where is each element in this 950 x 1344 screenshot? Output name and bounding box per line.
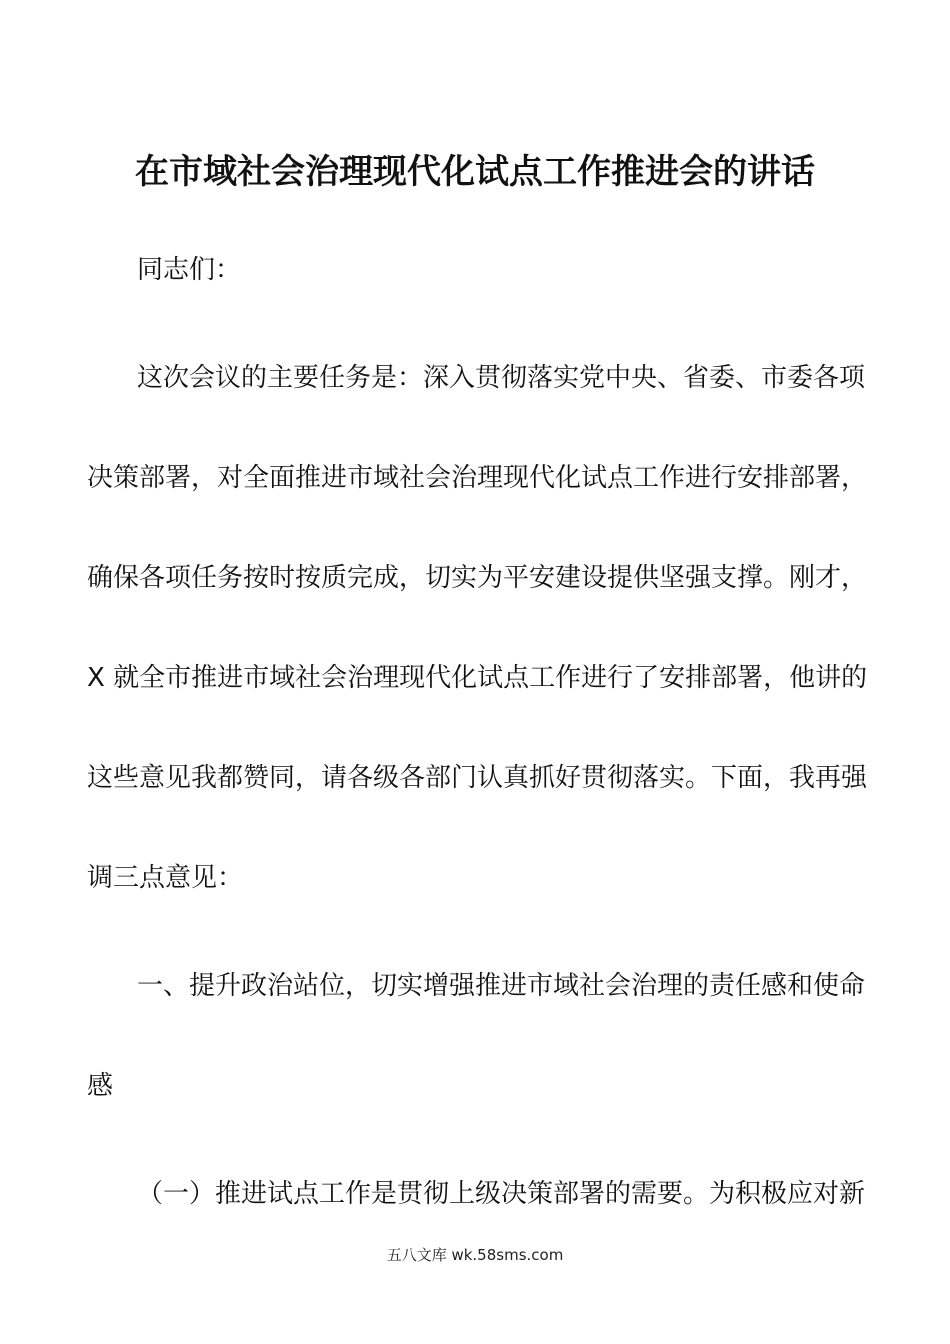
section-heading-continuation: 感 <box>87 1071 114 1101</box>
paragraph-line: 这次会议的主要任务是：深入贯彻落实党中央、省委、市委各项 <box>137 363 866 393</box>
paragraph-line: 调三点意见： <box>87 863 244 893</box>
paragraph-line: X 就全市推进市域社会治理现代化试点工作进行了安排部署，他讲的 <box>87 663 868 693</box>
section-heading: 一、提升政治站位，切实增强推进市域社会治理的责任感和使命 <box>137 971 866 1001</box>
salutation: 同志们： <box>137 255 242 285</box>
paragraph-line: 这些意见我都赞同，请各级各部门认真抓好贯彻落实。下面，我再强 <box>87 763 868 793</box>
paragraph-line: 确保各项任务按时按质完成，切实为平安建设提供坚强支撑。刚才， <box>87 563 868 593</box>
footer-watermark: 五八文库 wk.58sms.com <box>386 1246 564 1264</box>
paragraph-line: 决策部署，对全面推进市域社会治理现代化试点工作进行安排部署， <box>87 463 868 493</box>
document-title: 在市域社会治理现代化试点工作推进会的讲话 <box>135 152 815 192</box>
subsection-line: （一）推进试点工作是贯彻上级决策部署的需要。为积极应对新 <box>137 1179 866 1209</box>
